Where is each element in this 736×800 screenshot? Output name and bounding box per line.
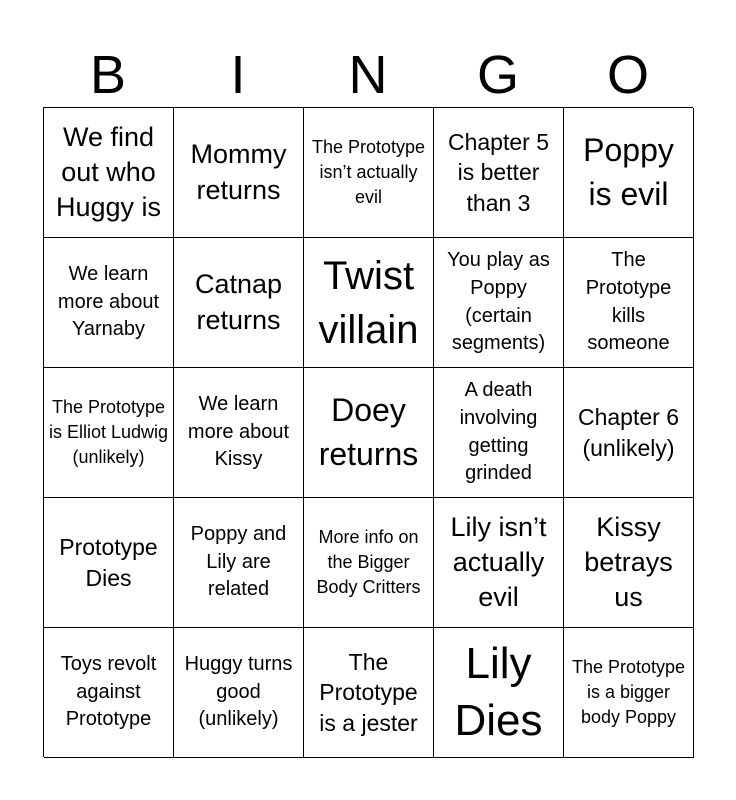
header-letter-b: B bbox=[89, 45, 127, 105]
bingo-cell-text: The Prototype is a jester bbox=[319, 648, 418, 736]
bingo-cell bbox=[434, 628, 564, 758]
bingo-cell-text: Poppy and Lily are related bbox=[190, 523, 287, 601]
bingo-cell bbox=[304, 628, 434, 758]
bingo-cell bbox=[44, 498, 174, 628]
bingo-cell bbox=[44, 628, 174, 758]
header-letter-n: N bbox=[348, 45, 388, 105]
bingo-cell-text: The Prototype is a bigger body Poppy bbox=[571, 657, 686, 727]
bingo-cell-text: We find out who Huggy is bbox=[55, 121, 162, 223]
bingo-cell-text: The Prototype isn’t actually evil bbox=[311, 137, 426, 207]
bingo-cell-text: Lily Dies bbox=[454, 639, 543, 745]
bingo-cell bbox=[434, 498, 564, 628]
bingo-cell bbox=[434, 238, 564, 368]
bingo-cell bbox=[564, 238, 694, 368]
bingo-cell bbox=[174, 628, 304, 758]
bingo-cell bbox=[564, 628, 694, 758]
bingo-cell bbox=[304, 368, 434, 498]
bingo-cell-text: Kissy betrays us bbox=[584, 511, 673, 613]
bingo-cell bbox=[174, 498, 304, 628]
bingo-cell bbox=[434, 368, 564, 498]
bingo-cell-text: Mommy returns bbox=[190, 139, 287, 205]
bingo-cell-text: Lily isn’t actually evil bbox=[450, 511, 547, 613]
bingo-cell-text: We learn more about Yarnaby bbox=[57, 263, 160, 341]
bingo-cell-text: Chapter 5 is better than 3 bbox=[447, 128, 549, 216]
bingo-cell bbox=[304, 498, 434, 628]
bingo-cell-text: Toys revolt against Prototype bbox=[60, 653, 157, 731]
bingo-cell-text: We learn more about Kissy bbox=[187, 393, 290, 471]
bingo-cell bbox=[44, 108, 174, 238]
bingo-cell bbox=[44, 238, 174, 368]
bingo-cell bbox=[564, 498, 694, 628]
bingo-cell-text: Twist villain bbox=[318, 253, 419, 352]
bingo-cell-text: Prototype Dies bbox=[59, 534, 158, 591]
bingo-cell bbox=[44, 368, 174, 498]
bingo-cell-text: Poppy is evil bbox=[583, 132, 674, 212]
bingo-cell bbox=[304, 238, 434, 368]
bingo-cell-text: You play as Poppy (certain segments) bbox=[447, 249, 550, 355]
bingo-cell bbox=[564, 108, 694, 238]
bingo-cell-text: The Prototype is Elliot Ludwig (unlikely) bbox=[48, 397, 169, 467]
header-letter-o: O bbox=[606, 45, 649, 105]
bingo-cell bbox=[304, 108, 434, 238]
bingo-cell bbox=[174, 368, 304, 498]
bingo-cell bbox=[434, 108, 564, 238]
bingo-grid bbox=[43, 107, 693, 757]
bingo-cell-text: Catnap returns bbox=[194, 269, 283, 335]
bingo-header bbox=[43, 42, 693, 108]
header-letter-g: G bbox=[476, 45, 519, 105]
bingo-cell-text: Chapter 6 (unlikely) bbox=[577, 404, 679, 461]
bingo-cell bbox=[174, 238, 304, 368]
bingo-cell-text: More info on the Bigger Body Critters bbox=[316, 527, 421, 597]
bingo-cell-text: A death involving getting grinded bbox=[459, 379, 538, 485]
bingo-cell bbox=[174, 108, 304, 238]
header-letter-i: I bbox=[230, 45, 246, 105]
bingo-cell bbox=[564, 368, 694, 498]
bingo-cell-text: Huggy turns good (unlikely) bbox=[184, 653, 293, 731]
bingo-cell-text: Doey returns bbox=[318, 392, 419, 472]
bingo-cell-text: The Prototype kills someone bbox=[585, 249, 672, 355]
